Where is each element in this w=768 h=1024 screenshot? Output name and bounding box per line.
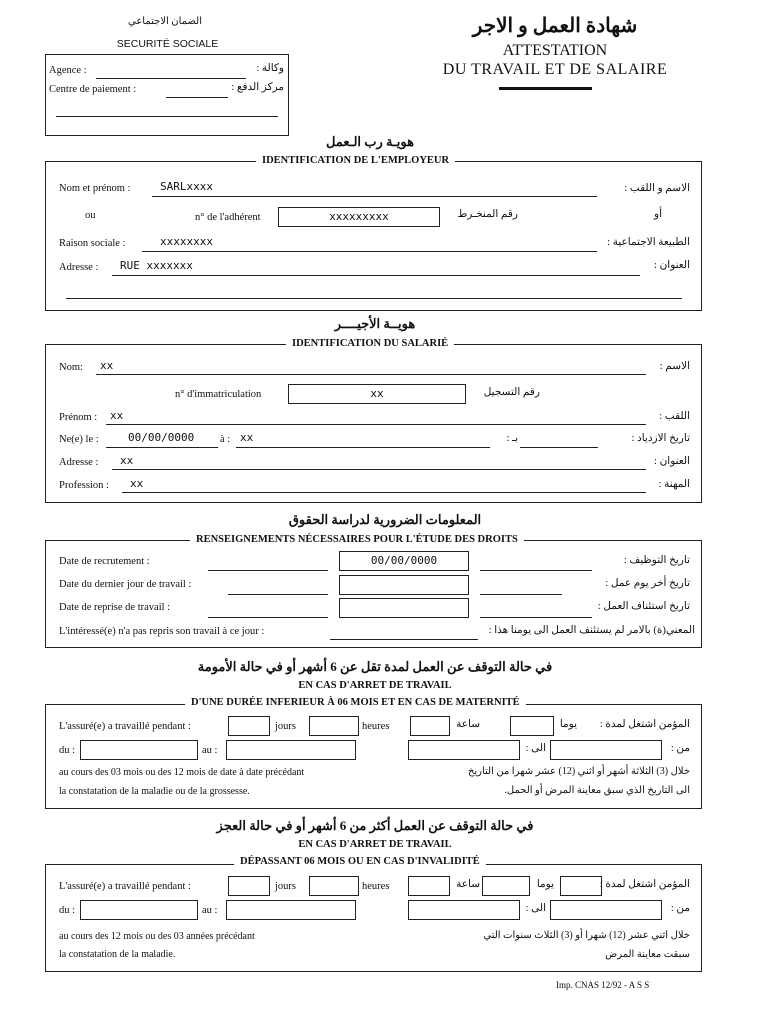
- dernier-jour-input-3[interactable]: [480, 594, 562, 595]
- prenom-label-ar: اللقب :: [659, 411, 690, 422]
- dernier-jour-field[interactable]: [339, 575, 469, 595]
- prenom-value: xx: [110, 409, 124, 422]
- long-stop-heading-ar: في حالة التوقف عن العمل أكثر من 6 أشهر أو في حالة العجز: [216, 818, 534, 833]
- employer-address-input[interactable]: [112, 275, 640, 276]
- raison-label: Raison sociale :: [59, 238, 126, 249]
- agence-label-ar: وكالة :: [256, 63, 284, 74]
- title-line-1: ATTESTATION: [502, 42, 608, 59]
- long-du-field[interactable]: [80, 900, 198, 920]
- employer-address-label: Adresse :: [59, 262, 99, 273]
- dernier-jour-label-ar: تاريخ أخر يوم عمل :: [605, 578, 690, 589]
- raison-input[interactable]: [142, 251, 597, 252]
- short-heures-label: heures: [362, 721, 390, 732]
- employer-address-line-2[interactable]: [66, 298, 682, 299]
- raison-label-ar: الطبيعة الاجتماعية :: [607, 237, 690, 248]
- short-min-label: من :: [670, 743, 690, 754]
- birthplace-label: à :: [220, 434, 231, 445]
- reprise-input-1[interactable]: [208, 617, 328, 618]
- employee-heading: IDENTIFICATION DU SALARIÉ: [286, 338, 454, 350]
- employee-address-label: Adresse :: [59, 457, 99, 468]
- employer-or: ou: [85, 210, 96, 221]
- short-heures-field[interactable]: [309, 716, 359, 736]
- long-yawm-field[interactable]: [482, 876, 530, 896]
- short-stop-heading-2: D'UNE DURÉE INFERIEUR À 06 MOIS ET EN CAS DE MATERNITÉ: [185, 697, 526, 709]
- employer-heading: IDENTIFICATION DE L'EMPLOYEUR: [256, 155, 455, 167]
- long-assure-label: L'assuré(e) a travaillé pendant :: [59, 881, 191, 892]
- prenom-input[interactable]: [106, 424, 646, 425]
- centre-input[interactable]: [166, 97, 228, 98]
- birthdate-input[interactable]: [106, 447, 218, 448]
- employer-name-value: SARLxxxx: [160, 180, 213, 193]
- title-line-2: DU TRAVAIL ET DE SALAIRE: [442, 61, 668, 78]
- short-jours-label: jours: [275, 721, 296, 732]
- employee-name-label-ar: الاسم :: [659, 361, 690, 372]
- profession-input[interactable]: [122, 492, 646, 493]
- long-au-field[interactable]: [226, 900, 356, 920]
- employee-address-label-ar: العنوان :: [654, 456, 690, 467]
- long-note-fr-2: la constatation de la maladie.: [59, 949, 176, 960]
- reprise-field[interactable]: [339, 598, 469, 618]
- rights-heading-ar: المعلومات الضرورية لدراسة الحقوق: [288, 512, 482, 527]
- short-stop-heading-ar: في حالة التوقف عن العمل لمدة تقل عن 6 أشهر أو في حالة الأمومة: [197, 659, 553, 674]
- long-jours-field[interactable]: [228, 876, 270, 896]
- short-assure-label-ar: المؤمن اشتغل لمدة :: [599, 719, 690, 730]
- long-jours-label: jours: [275, 881, 296, 892]
- birthdate-label: Ne(e) le :: [59, 434, 99, 445]
- employee-address-input[interactable]: [112, 469, 646, 470]
- long-yawm-label: يوما: [536, 879, 554, 890]
- employee-name-value: xx: [100, 359, 114, 372]
- long-ila-field[interactable]: [408, 900, 520, 920]
- short-du-field[interactable]: [80, 740, 198, 760]
- short-au-label: au :: [202, 745, 218, 756]
- short-min-field[interactable]: [550, 740, 662, 760]
- rights-heading: RENSEIGNEMENTS NÉCESSAIRES POUR L'ÉTUDE DES DROITS: [190, 534, 524, 546]
- non-repris-label: L'intéressé(e) n'a pas repris son travail à ce jour :: [59, 626, 265, 637]
- non-repris-label-ar: المعني(ة) بالامر لم يستئنف العمل الى يومنا هذا :: [488, 625, 695, 636]
- reprise-label: Date de reprise de travail :: [59, 602, 171, 613]
- employee-name-label: Nom:: [59, 362, 83, 373]
- long-stop-heading-2: DÉPASSANT 06 MOIS OU EN CAS D'INVALIDITÉ: [234, 856, 486, 868]
- long-min-label: من :: [670, 903, 690, 914]
- immat-label-ar: رقم التسجيل: [483, 387, 540, 398]
- centre-label: Centre de paiement :: [49, 84, 137, 95]
- short-note-fr-1: au cours des 03 mois ou des 12 mois de date à date précédant: [59, 767, 305, 778]
- short-note-ar-2: الى التاريخ الذي سبق معاينة المرض أو الحمل.: [504, 785, 690, 796]
- birthplace-value: xx: [240, 431, 254, 444]
- long-heures-label: heures: [362, 881, 390, 892]
- agence-input[interactable]: [96, 78, 246, 79]
- org-arabic: الضمان الاجتماعي: [128, 16, 202, 27]
- agency-extra-line[interactable]: [56, 116, 278, 117]
- long-note-ar-1: خلال اثني عشر (12) شهرا أو (3) الثلاث سنوات التي: [483, 930, 690, 941]
- short-jours-field[interactable]: [228, 716, 270, 736]
- short-assure-label: L'assuré(e) a travaillé pendant :: [59, 721, 191, 732]
- long-saa-field[interactable]: [408, 876, 450, 896]
- long-assure-label-ar: المؤمن اشتغل لمدة :: [599, 879, 690, 890]
- org-name: SECURITÉ SOCIALE: [116, 38, 219, 50]
- short-ila-label: الى :: [525, 743, 546, 754]
- title-arabic: شهادة العمل و الاجر: [472, 15, 638, 37]
- long-min-field[interactable]: [550, 900, 662, 920]
- recrutement-label: Date de recrutement :: [59, 556, 150, 567]
- short-du-label: du :: [59, 745, 76, 756]
- birthdate-label-ar: تاريخ الازدياد :: [631, 433, 690, 444]
- short-au-field[interactable]: [226, 740, 356, 760]
- short-yawm-field[interactable]: [510, 716, 554, 736]
- birthplace-input[interactable]: [236, 447, 490, 448]
- profession-label: Profession :: [59, 480, 109, 491]
- long-au-label: au :: [202, 905, 218, 916]
- employer-address-label-ar: العنوان :: [654, 260, 690, 271]
- employee-heading-ar: هويــة الأجيــــر: [334, 316, 416, 331]
- recrutement-input-1[interactable]: [208, 570, 328, 571]
- title-underline: [499, 87, 592, 90]
- long-saa-label: ساعة: [456, 879, 480, 890]
- long-extra-field[interactable]: [560, 876, 602, 896]
- dernier-jour-label: Date du dernier jour de travail :: [59, 579, 192, 590]
- agence-label: Agence :: [49, 65, 87, 76]
- birthdate-value: 00/00/0000: [128, 431, 195, 444]
- long-heures-field[interactable]: [309, 876, 359, 896]
- short-saa-label: ساعة: [456, 719, 480, 730]
- short-note-ar-1: خلال (3) الثلاثة أشهر أو اثني (12) عشر شهرا من التاريخ: [467, 766, 690, 777]
- employer-name-input[interactable]: [152, 196, 597, 197]
- long-note-ar-2: سبقت معاينة المرض: [605, 949, 690, 960]
- short-saa-field[interactable]: [410, 716, 450, 736]
- profession-value: xx: [130, 477, 144, 490]
- long-du-label: du :: [59, 905, 76, 916]
- profession-label-ar: المهنة :: [658, 479, 690, 490]
- centre-label-ar: مركز الدفع :: [231, 82, 284, 93]
- employer-name-label: Nom et prénom :: [59, 183, 131, 194]
- short-ila-field[interactable]: [408, 740, 520, 760]
- reprise-input-3[interactable]: [480, 617, 592, 618]
- employee-address-value: xx: [120, 454, 134, 467]
- short-yawm-label: يوما: [559, 719, 577, 730]
- employer-address-value: RUE xxxxxxx: [120, 259, 193, 272]
- dernier-jour-input-1[interactable]: [228, 594, 328, 595]
- long-stop-heading-1: EN CAS D'ARRET DE TRAVAIL: [298, 839, 452, 850]
- short-note-fr-2: la constatation de la maladie ou de la grossesse.: [59, 786, 250, 797]
- employer-or-ar: أو: [654, 209, 662, 220]
- prenom-label: Prénom :: [59, 412, 98, 423]
- adherent-label: n° de l'adhérent: [195, 212, 261, 223]
- adherent-label-ar: رقم المنخـرط: [457, 209, 518, 220]
- long-ila-label: الى :: [525, 903, 546, 914]
- immat-label: n° d'immatriculation: [175, 389, 262, 400]
- employer-name-label-ar: الاسم و اللقب :: [624, 183, 690, 194]
- employer-heading-ar: هويـة رب الـعمل: [326, 134, 414, 149]
- reprise-label-ar: تاريخ استئناف العمل :: [597, 601, 690, 612]
- immat-value: xx: [370, 387, 384, 400]
- non-repris-input[interactable]: [330, 639, 478, 640]
- birthplace-ar-input[interactable]: [520, 447, 598, 448]
- employee-name-input[interactable]: [96, 374, 646, 375]
- short-stop-heading-1: EN CAS D'ARRET DE TRAVAIL: [298, 680, 452, 691]
- recrutement-input-3[interactable]: [480, 570, 592, 571]
- recrutement-value: 00/00/0000: [370, 554, 438, 567]
- adherent-value: xxxxxxxxx: [329, 210, 389, 223]
- raison-value: xxxxxxxx: [160, 235, 213, 248]
- footer-imprint: Imp. CNAS 12/92 - A S S: [556, 980, 650, 990]
- recrutement-label-ar: تاريخ التوظيف :: [623, 555, 690, 566]
- long-note-fr-1: au cours des 12 mois ou des 03 années précédant: [59, 931, 255, 942]
- birthplace-label-ar: بـ :: [506, 433, 518, 444]
